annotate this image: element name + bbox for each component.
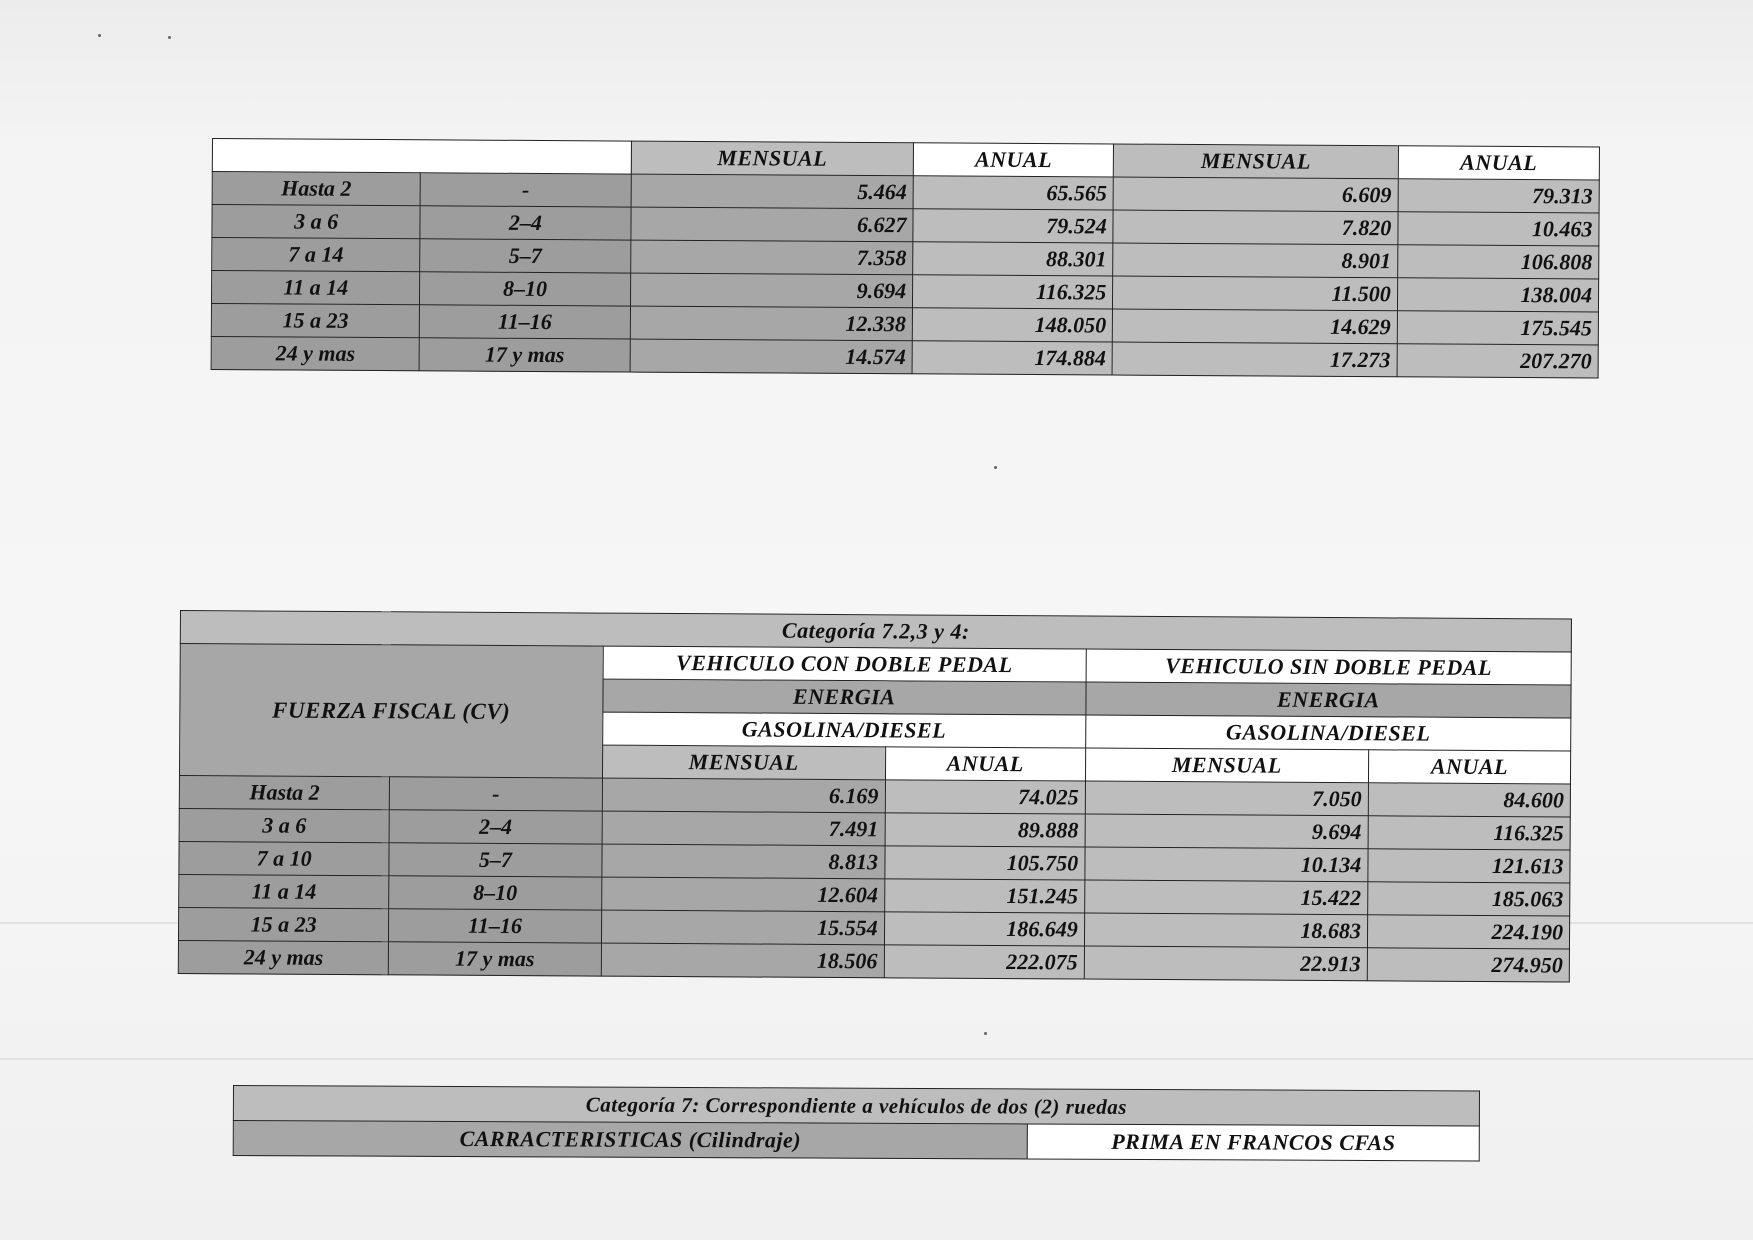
- range-cell: 7 a 14: [212, 238, 420, 272]
- range-cell: 15 a 23: [178, 907, 388, 941]
- header-mensual: MENSUAL: [1114, 144, 1399, 179]
- range-cell: 17 y mas: [389, 942, 601, 976]
- value-cell: 12.338: [630, 306, 913, 341]
- value-cell: 79.313: [1398, 179, 1599, 213]
- value-cell: 175.545: [1397, 311, 1598, 345]
- value-cell: 6.609: [1113, 177, 1398, 212]
- value-cell: 222.075: [884, 945, 1084, 979]
- value-cell: 6.627: [631, 207, 914, 242]
- scan-streak: [0, 1058, 1753, 1060]
- value-cell: 88.301: [913, 242, 1113, 276]
- rate-table-2: [178, 610, 1572, 982]
- range-cell: 15 a 23: [211, 303, 419, 337]
- value-cell: 7.820: [1113, 210, 1398, 245]
- category-title: Categoría 7: Correspondiente a vehículos de dos (2) ruedas: [233, 1086, 1479, 1126]
- value-cell: 151.245: [884, 879, 1084, 913]
- value-cell: 22.913: [1084, 946, 1367, 981]
- energia-header: ENERGIA: [1086, 682, 1571, 718]
- range-cell: 8–10: [420, 272, 631, 306]
- rate-table-3: [233, 1085, 1480, 1161]
- value-cell: 106.808: [1397, 245, 1598, 279]
- value-cell: 116.325: [913, 275, 1113, 309]
- value-cell: 8.813: [601, 844, 884, 879]
- range-cell: 3 a 6: [179, 808, 389, 842]
- value-cell: 79.524: [913, 209, 1113, 243]
- sin-doble-pedal-header: VEHICULO SIN DOBLE PEDAL: [1086, 649, 1571, 685]
- range-cell: 11 a 14: [211, 271, 419, 305]
- value-cell: 18.506: [601, 943, 884, 978]
- range-cell: 5–7: [420, 239, 631, 273]
- range-cell: -: [390, 777, 602, 811]
- range-cell: 7 a 10: [179, 841, 389, 875]
- range-cell: Hasta 2: [179, 775, 389, 809]
- value-cell: 14.629: [1113, 309, 1398, 344]
- header-anual: ANUAL: [1398, 146, 1599, 180]
- range-cell: 11–16: [420, 305, 631, 339]
- value-cell: 224.190: [1367, 915, 1569, 949]
- table-title-row: [233, 1086, 1479, 1126]
- header-anual: ANUAL: [1368, 750, 1570, 784]
- header-mensual: MENSUAL: [1085, 748, 1368, 783]
- value-cell: 7.050: [1085, 781, 1368, 816]
- value-cell: 9.694: [1085, 814, 1368, 849]
- value-cell: 84.600: [1368, 783, 1570, 817]
- header-anual: ANUAL: [885, 747, 1085, 781]
- range-cell: 8–10: [389, 876, 601, 910]
- value-cell: 18.683: [1084, 913, 1367, 948]
- value-cell: 185.063: [1367, 882, 1569, 916]
- range-cell: 5–7: [389, 843, 601, 877]
- category-title: Categoría 7.2,3 y 4:: [180, 611, 1571, 652]
- value-cell: 138.004: [1397, 278, 1598, 312]
- value-cell: 207.270: [1397, 344, 1598, 378]
- con-doble-pedal-header: VEHICULO CON DOBLE PEDAL: [603, 646, 1086, 682]
- range-cell: 2–4: [389, 810, 601, 844]
- value-cell: 7.491: [602, 811, 885, 846]
- blank-header-cell: [212, 139, 631, 175]
- header-mensual: MENSUAL: [602, 745, 885, 780]
- value-cell: 121.613: [1368, 849, 1570, 883]
- value-cell: 6.169: [602, 778, 885, 813]
- value-cell: 7.358: [630, 240, 913, 275]
- value-cell: 17.273: [1112, 342, 1397, 377]
- value-cell: 14.574: [630, 339, 913, 374]
- value-cell: 148.050: [912, 308, 1112, 342]
- value-cell: 274.950: [1367, 948, 1569, 982]
- range-cell: 3 a 6: [212, 205, 420, 239]
- value-cell: 174.884: [912, 341, 1112, 375]
- value-cell: 10.463: [1398, 212, 1599, 246]
- value-cell: 12.604: [601, 877, 884, 912]
- range-cell: 2–4: [420, 206, 631, 240]
- range-cell: 11 a 14: [179, 874, 389, 908]
- energia-header: ENERGIA: [602, 679, 1085, 715]
- header-mensual: MENSUAL: [631, 141, 914, 176]
- speck: [984, 1032, 987, 1035]
- value-cell: 15.554: [601, 910, 884, 945]
- range-cell: Hasta 2: [212, 172, 420, 206]
- rate-table-1: [211, 138, 1600, 378]
- fuerza-fiscal-header: FUERZA FISCAL (CV): [179, 644, 602, 779]
- value-cell: 5.464: [631, 174, 914, 209]
- value-cell: 15.422: [1084, 880, 1367, 915]
- header-anual: ANUAL: [913, 143, 1113, 177]
- range-cell: 17 y mas: [419, 338, 630, 372]
- range-cell: -: [420, 173, 631, 207]
- range-cell: 24 y mas: [211, 336, 419, 370]
- combustible-header: GASOLINA/DIESEL: [1085, 715, 1570, 751]
- value-cell: 74.025: [885, 780, 1085, 814]
- speck: [994, 466, 997, 469]
- value-cell: 65.565: [913, 176, 1113, 210]
- caracteristicas-header: CARRACTERISTICAS (Cilindraje): [233, 1121, 1027, 1159]
- value-cell: 11.500: [1113, 276, 1398, 311]
- value-cell: 89.888: [885, 813, 1085, 847]
- value-cell: 186.649: [884, 912, 1084, 946]
- speck: [168, 36, 171, 39]
- range-cell: 11–16: [389, 909, 601, 943]
- value-cell: 10.134: [1085, 847, 1368, 882]
- value-cell: 105.750: [884, 846, 1084, 880]
- combustible-header: GASOLINA/DIESEL: [602, 712, 1085, 748]
- value-cell: 116.325: [1368, 816, 1570, 850]
- value-cell: 8.901: [1113, 243, 1398, 278]
- table-header-row: [233, 1121, 1479, 1161]
- value-cell: 9.694: [630, 273, 913, 308]
- speck: [98, 34, 101, 37]
- range-cell: 24 y mas: [178, 940, 388, 974]
- prima-header: PRIMA EN FRANCOS CFAS: [1027, 1124, 1479, 1161]
